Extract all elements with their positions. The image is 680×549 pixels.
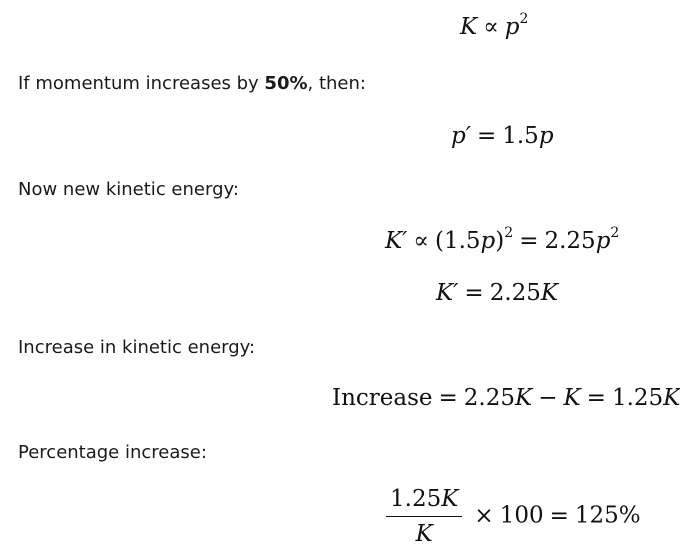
var-k: K: [460, 14, 478, 40]
var-p: p: [504, 14, 520, 40]
equation-percentage: $\frac{1.25K}{K}$ × 100 = 125%: [386, 484, 641, 549]
momentum-intro-text: If momentum increases by 50%, then:: [18, 73, 366, 94]
equation-new-momentum: p′ = 1.5p: [451, 123, 554, 149]
fraction: [386, 484, 462, 549]
energy-intro-text: Now new kinetic energy:: [18, 179, 239, 200]
fraction-numerator: 1.25K: [386, 484, 462, 517]
equation-proportionality: [460, 12, 528, 45]
proportional-symbol: ∝: [483, 14, 499, 40]
equation-new-energy: K′ = 2.25K: [436, 280, 559, 306]
equation-increase: Increase = 2.25K − K = 1.25K: [332, 385, 680, 411]
fraction-denominator: K: [415, 521, 433, 547]
var-p-prime: p′: [451, 123, 471, 149]
increase-intro-text: Increase in kinetic energy:: [18, 337, 256, 358]
exponent: 2: [519, 11, 529, 27]
percentage-intro-text: Percentage increase:: [18, 442, 207, 463]
percent-bold: 50%: [264, 73, 308, 94]
equation-new-energy-prop: $K' \propto (1.5p)^2 = 2.25p^2$: [385, 225, 620, 254]
